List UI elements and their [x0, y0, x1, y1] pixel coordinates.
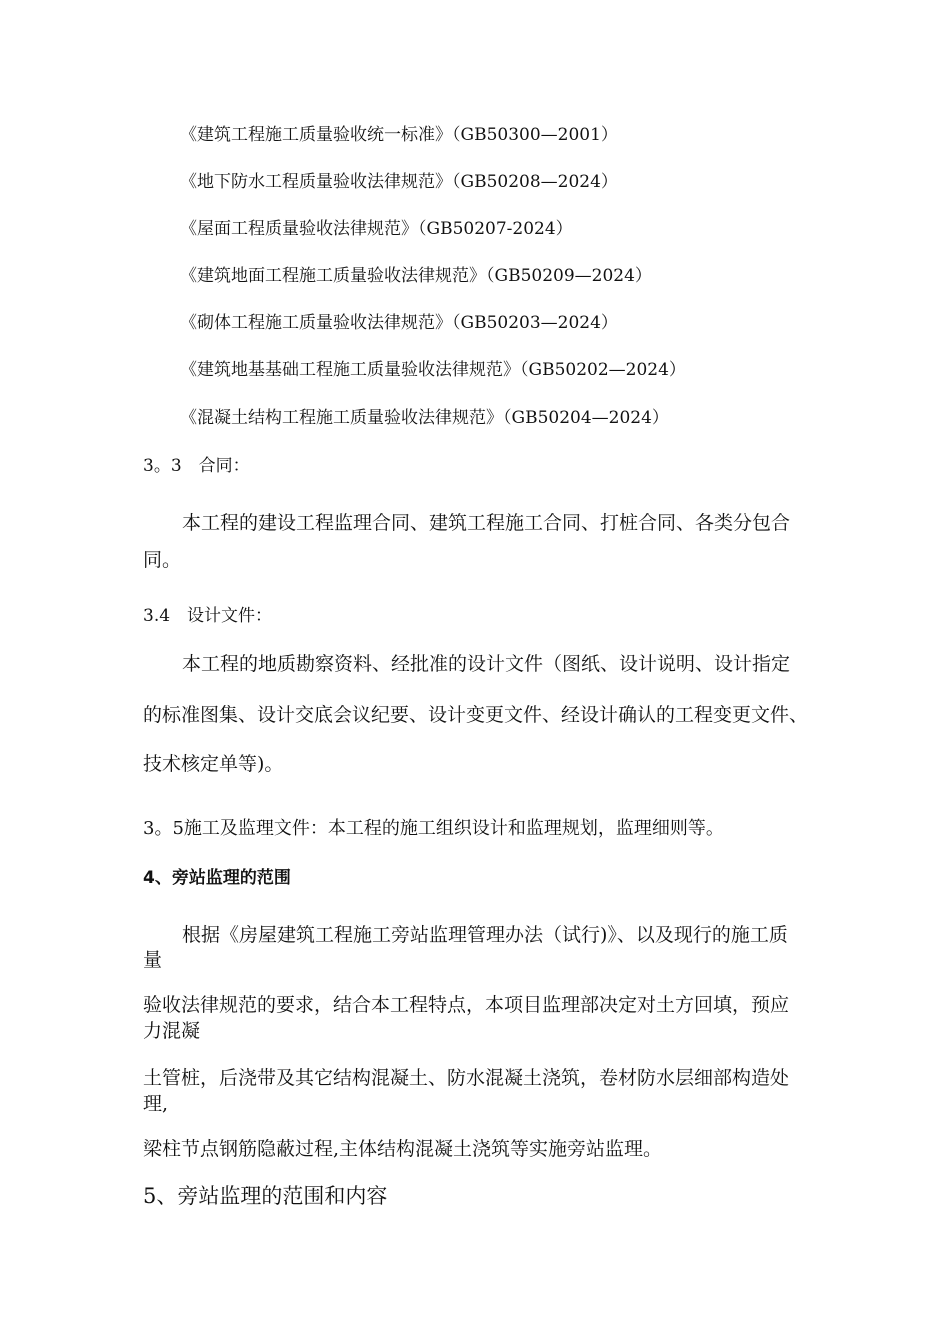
section-4-line: 理, [143, 1093, 169, 1115]
section-3-5-text: 3。5施工及监理文件：本工程的施工组织设计和监理规划，监理细则等。 [143, 818, 724, 839]
section-4-line: 土管桩，后浇带及其它结构混凝土、防水混凝土浇筑，卷材防水层细部构造处 [143, 1067, 790, 1089]
section-3-4-body: 技术核定单等)。 [143, 753, 284, 775]
standard-item: 《砌体工程施工质量验收法律规范》（GB50203—2024） [180, 313, 618, 333]
section-3-3-heading: 3。3 合同： [143, 456, 250, 476]
standard-item: 《建筑地面工程施工质量验收法律规范》（GB50209—2024） [180, 266, 652, 286]
section-3-4-heading: 3.4 设计文件： [143, 606, 273, 626]
section-3-4-body: 本工程的地质勘察资料、经批准的设计文件（图纸、设计说明、设计指定 [182, 653, 791, 675]
standard-item: 《地下防水工程质量验收法律规范》（GB50208—2024） [180, 172, 618, 192]
section-3-3-body: 同。 [143, 549, 182, 571]
standard-item: 《建筑地基基础工程施工质量验收法律规范》（GB50202—2024） [180, 360, 686, 380]
section-3-4-body: 的标准图集、设计交底会议纪要、设计变更文件、经设计确认的工程变更文件、 [143, 704, 809, 726]
section-4-line: 梁柱节点钢筋隐蔽过程,主体结构混凝土浇筑等实施旁站监理。 [143, 1138, 663, 1160]
section-4-line: 量 [143, 949, 163, 971]
section-5-heading: 5、旁站监理的范围和内容 [143, 1184, 388, 1208]
standard-item: 《混凝土结构工程施工质量验收法律规范》（GB50204—2024） [180, 408, 669, 428]
section-4-heading: 4、旁站监理的范围 [143, 868, 291, 888]
section-4-line: 根据《房屋建筑工程施工旁站监理管理办法（试行)》、以及现行的施工质 [182, 924, 788, 946]
section-4-line: 验收法律规范的要求，结合本工程特点，本项目监理部决定对土方回填，预应 [143, 994, 790, 1016]
section-3-3-body: 本工程的建设工程监理合同、建筑工程施工合同、打桩合同、各类分包合 [182, 512, 791, 534]
standard-item: 《屋面工程质量验收法律规范》（GB50207-2024） [180, 219, 573, 239]
standard-item: 《建筑工程施工质量验收统一标准》（GB50300—2001） [180, 125, 618, 145]
section-4-line: 力混凝 [143, 1020, 201, 1042]
